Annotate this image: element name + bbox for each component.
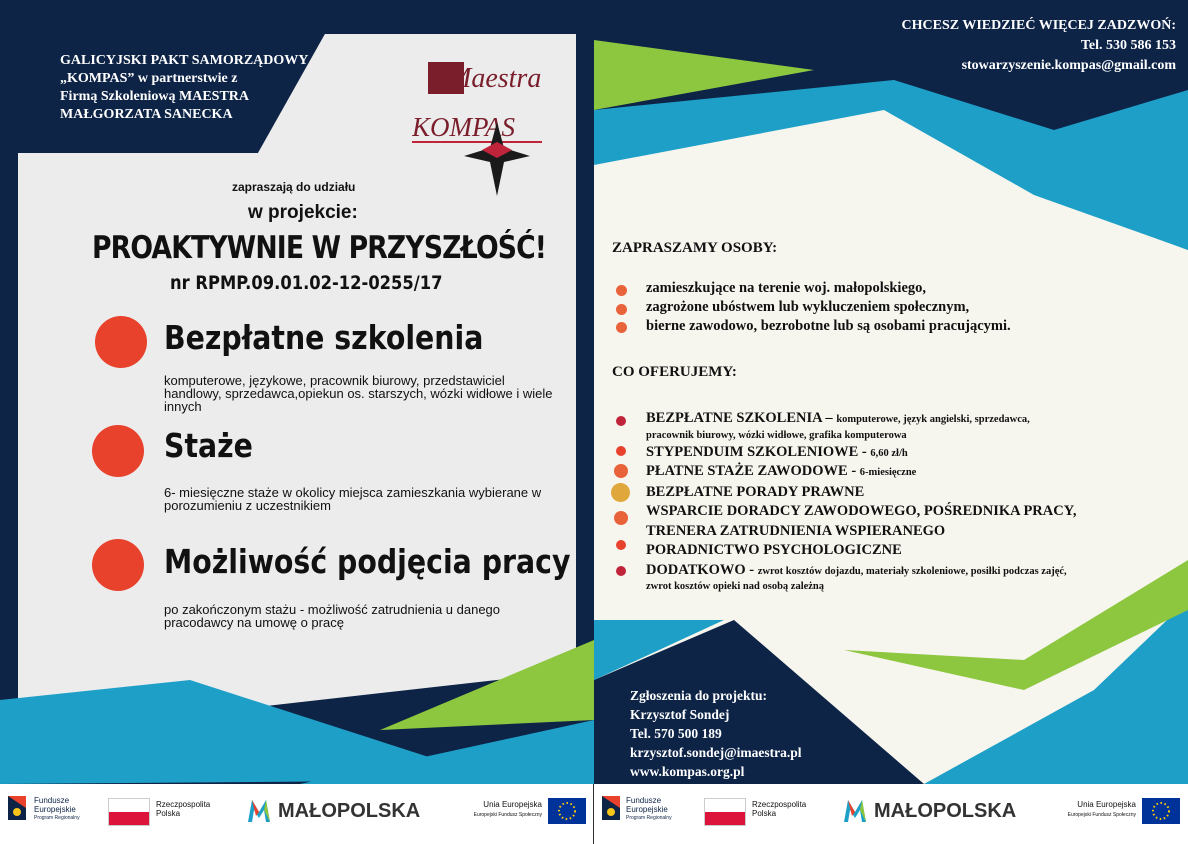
kompas-logo-graphic (412, 112, 547, 202)
offer-heading: CO OFERUJEMY: (612, 364, 737, 380)
apply-website: www.kompas.org.pl (630, 764, 745, 779)
offer-main: STYPENDUIM SZKOLENIOWE - (646, 444, 871, 460)
offer-detail: 6,60 zł/h (870, 448, 908, 459)
fe-line: Program Regionalny (626, 815, 672, 821)
benefit-heading: Staże (164, 426, 253, 465)
offer-item: PORADNICTWO PSYCHOLOGICZNE (646, 542, 902, 558)
offer-item (646, 444, 908, 461)
benefit-heading: Bezpłatne szkolenia (164, 318, 484, 357)
kompas-logo (412, 112, 547, 202)
benefit-heading: Możliwość podjęcia pracy (164, 542, 571, 581)
rp-line: Rzeczpospolita (752, 800, 807, 809)
offer-item: TRENERA ZATRUDNIENIA WSPIERANEGO (646, 523, 946, 539)
bullet-dot (614, 511, 628, 525)
invite-small-text: zapraszają do udziału (232, 180, 356, 194)
bullet-dot (92, 425, 144, 477)
application-contact-block (630, 686, 802, 781)
offer-detail: komputerowe, język angielski, sprzedawca, (836, 414, 1030, 425)
offer-detail-line2: pracownik biurowy, wózki widłowe, grafika komputerowa (646, 430, 907, 441)
offer-item: WSPARCIE DORADCY ZAWODOWEGO, POŚREDNIKA PRACY, (646, 503, 1077, 519)
organizers-block (60, 52, 308, 124)
rp-line: Rzeczpospolita (156, 800, 211, 809)
offer-item (646, 410, 1030, 427)
bullet-dot (616, 304, 627, 315)
apply-heading: Zgłoszenia do projektu: (630, 688, 768, 703)
fe-line: Fundusze (34, 796, 70, 805)
bullet-dot (95, 316, 147, 368)
ue-label (1052, 800, 1136, 820)
rp-label (752, 800, 806, 818)
funding-logo-strip (0, 784, 1188, 844)
malopolska-label: MAŁOPOLSKA (278, 800, 421, 822)
malopolska-m-icon (246, 798, 272, 824)
project-title: PROAKTYWNIE W PRZYSZŁOŚĆ! (92, 230, 547, 266)
eu-flag-icon (548, 798, 586, 824)
maestra-logo-text: Maestra (448, 63, 542, 94)
rp-label (156, 800, 210, 818)
maestra-logo-graphic (428, 60, 546, 96)
contact-phone: Tel. 530 586 153 (1080, 38, 1176, 53)
maestra-logo (428, 60, 546, 96)
fe-line: Europejskie (626, 805, 668, 814)
offer-item (646, 463, 916, 480)
bullet-dot (616, 566, 626, 576)
fe-line: Europejskie (34, 805, 76, 814)
ue-line: Unia Europejska (483, 800, 542, 809)
malopolska-label: MAŁOPOLSKA (874, 800, 1017, 822)
invite-item: zamieszkujące na terenie woj. małopolskiego, (646, 280, 927, 296)
fe-line: Fundusze (626, 796, 662, 805)
apply-email: krzysztof.sondej@imaestra.pl (630, 745, 802, 760)
offer-main: DODATKOWO - (646, 562, 758, 578)
org-line: GALICYJSKI PAKT SAMORZĄDOWY (60, 53, 309, 68)
eu-flag-icon (1142, 798, 1180, 824)
bullet-dot (614, 464, 628, 478)
bullet-dot (611, 483, 630, 502)
left-bottom-stripes (0, 620, 594, 784)
rp-line: Polska (156, 809, 181, 818)
fe-line: Program Regionalny (34, 815, 80, 821)
offer-detail: zwrot kosztów dojazdu, materiały szkoleniowe, posiłki podczas zajęć, (757, 566, 1067, 577)
bullet-dot (616, 322, 627, 333)
bullet-dot (616, 446, 626, 456)
invite-mid-text: w projekcie: (248, 202, 358, 223)
right-page (594, 0, 1188, 784)
rp-line: Polska (752, 809, 777, 818)
malopolska-m-icon (842, 798, 868, 824)
bullet-dot (616, 285, 627, 296)
fe-label (626, 796, 672, 823)
apply-name: Krzysztof Sondej (630, 707, 730, 722)
org-line: MAŁGORZATA SANECKA (60, 107, 233, 122)
kompas-logo-text: KOMPAS (412, 112, 516, 142)
ue-line: Unia Europejska (1077, 800, 1136, 809)
benefit-text: po zakończonym stażu - możliwość zatrudnienia u danego pracodawcy na umowę o pracę (164, 602, 501, 630)
offer-main: PŁATNE STAŻE ZAWODOWE - (646, 463, 860, 479)
offer-item (646, 562, 1067, 579)
org-line: „KOMPAS” w partnerstwie z (60, 71, 238, 86)
bullet-dot (616, 416, 626, 426)
org-line: Firmą Szkoleniową MAESTRA (60, 89, 249, 104)
benefit-text: komputerowe, językowe, pracownik biurowy, przedstawiciel handlowy, sprzedawca,opiekun os. starszych, wózki widłowe i wiele innych (164, 373, 553, 414)
polish-flag-icon (704, 798, 746, 826)
contact-heading: CHCESZ WIEDZIEĆ WIĘCEJ ZADZWOŃ: (901, 18, 1176, 33)
offer-main: BEZPŁATNE SZKOLENIA – (646, 410, 837, 426)
right-background-shapes (594, 0, 1188, 784)
ue-label (460, 800, 542, 820)
invite-item: bierne zawodowo, bezrobotne lub są osobami pracującymi. (646, 318, 1011, 334)
lime-stripe (380, 640, 594, 730)
benefit-text: 6- miesięczne staże w okolicy miejsca zamieszkania wybierane w porozumieniu z uczestnikiem (164, 485, 542, 513)
apply-phone: Tel. 570 500 189 (630, 726, 722, 741)
fundusze-europejskie-icon (6, 794, 30, 824)
contact-email: stowarzyszenie.kompas@gmail.com (961, 58, 1176, 73)
offer-detail-line2: zwrot kosztów opieki nad osobą zależną (646, 581, 825, 592)
contact-block (902, 16, 1177, 76)
bullet-dot (616, 540, 626, 550)
invite-item: zagrożone ubóstwem lub wykluczeniem społecznym, (646, 299, 970, 315)
bullet-dot (92, 539, 144, 591)
project-number: nr RPMP.09.01.02-12-0255/17 (170, 272, 443, 294)
fe-label (34, 796, 80, 823)
fundusze-europejskie-icon (600, 794, 624, 824)
left-page (0, 0, 594, 784)
ue-line: Europejski Fundusz Społeczny (473, 812, 542, 818)
polish-flag-icon (108, 798, 150, 826)
offer-item: BEZPŁATNE PORADY PRAWNE (646, 484, 865, 500)
offer-detail: 6-miesięczne (859, 467, 917, 478)
invite-heading: ZAPRASZAMY OSOBY: (612, 240, 778, 256)
ue-line: Europejski Fundusz Społeczny (1067, 812, 1136, 818)
footer-divider (593, 784, 594, 844)
